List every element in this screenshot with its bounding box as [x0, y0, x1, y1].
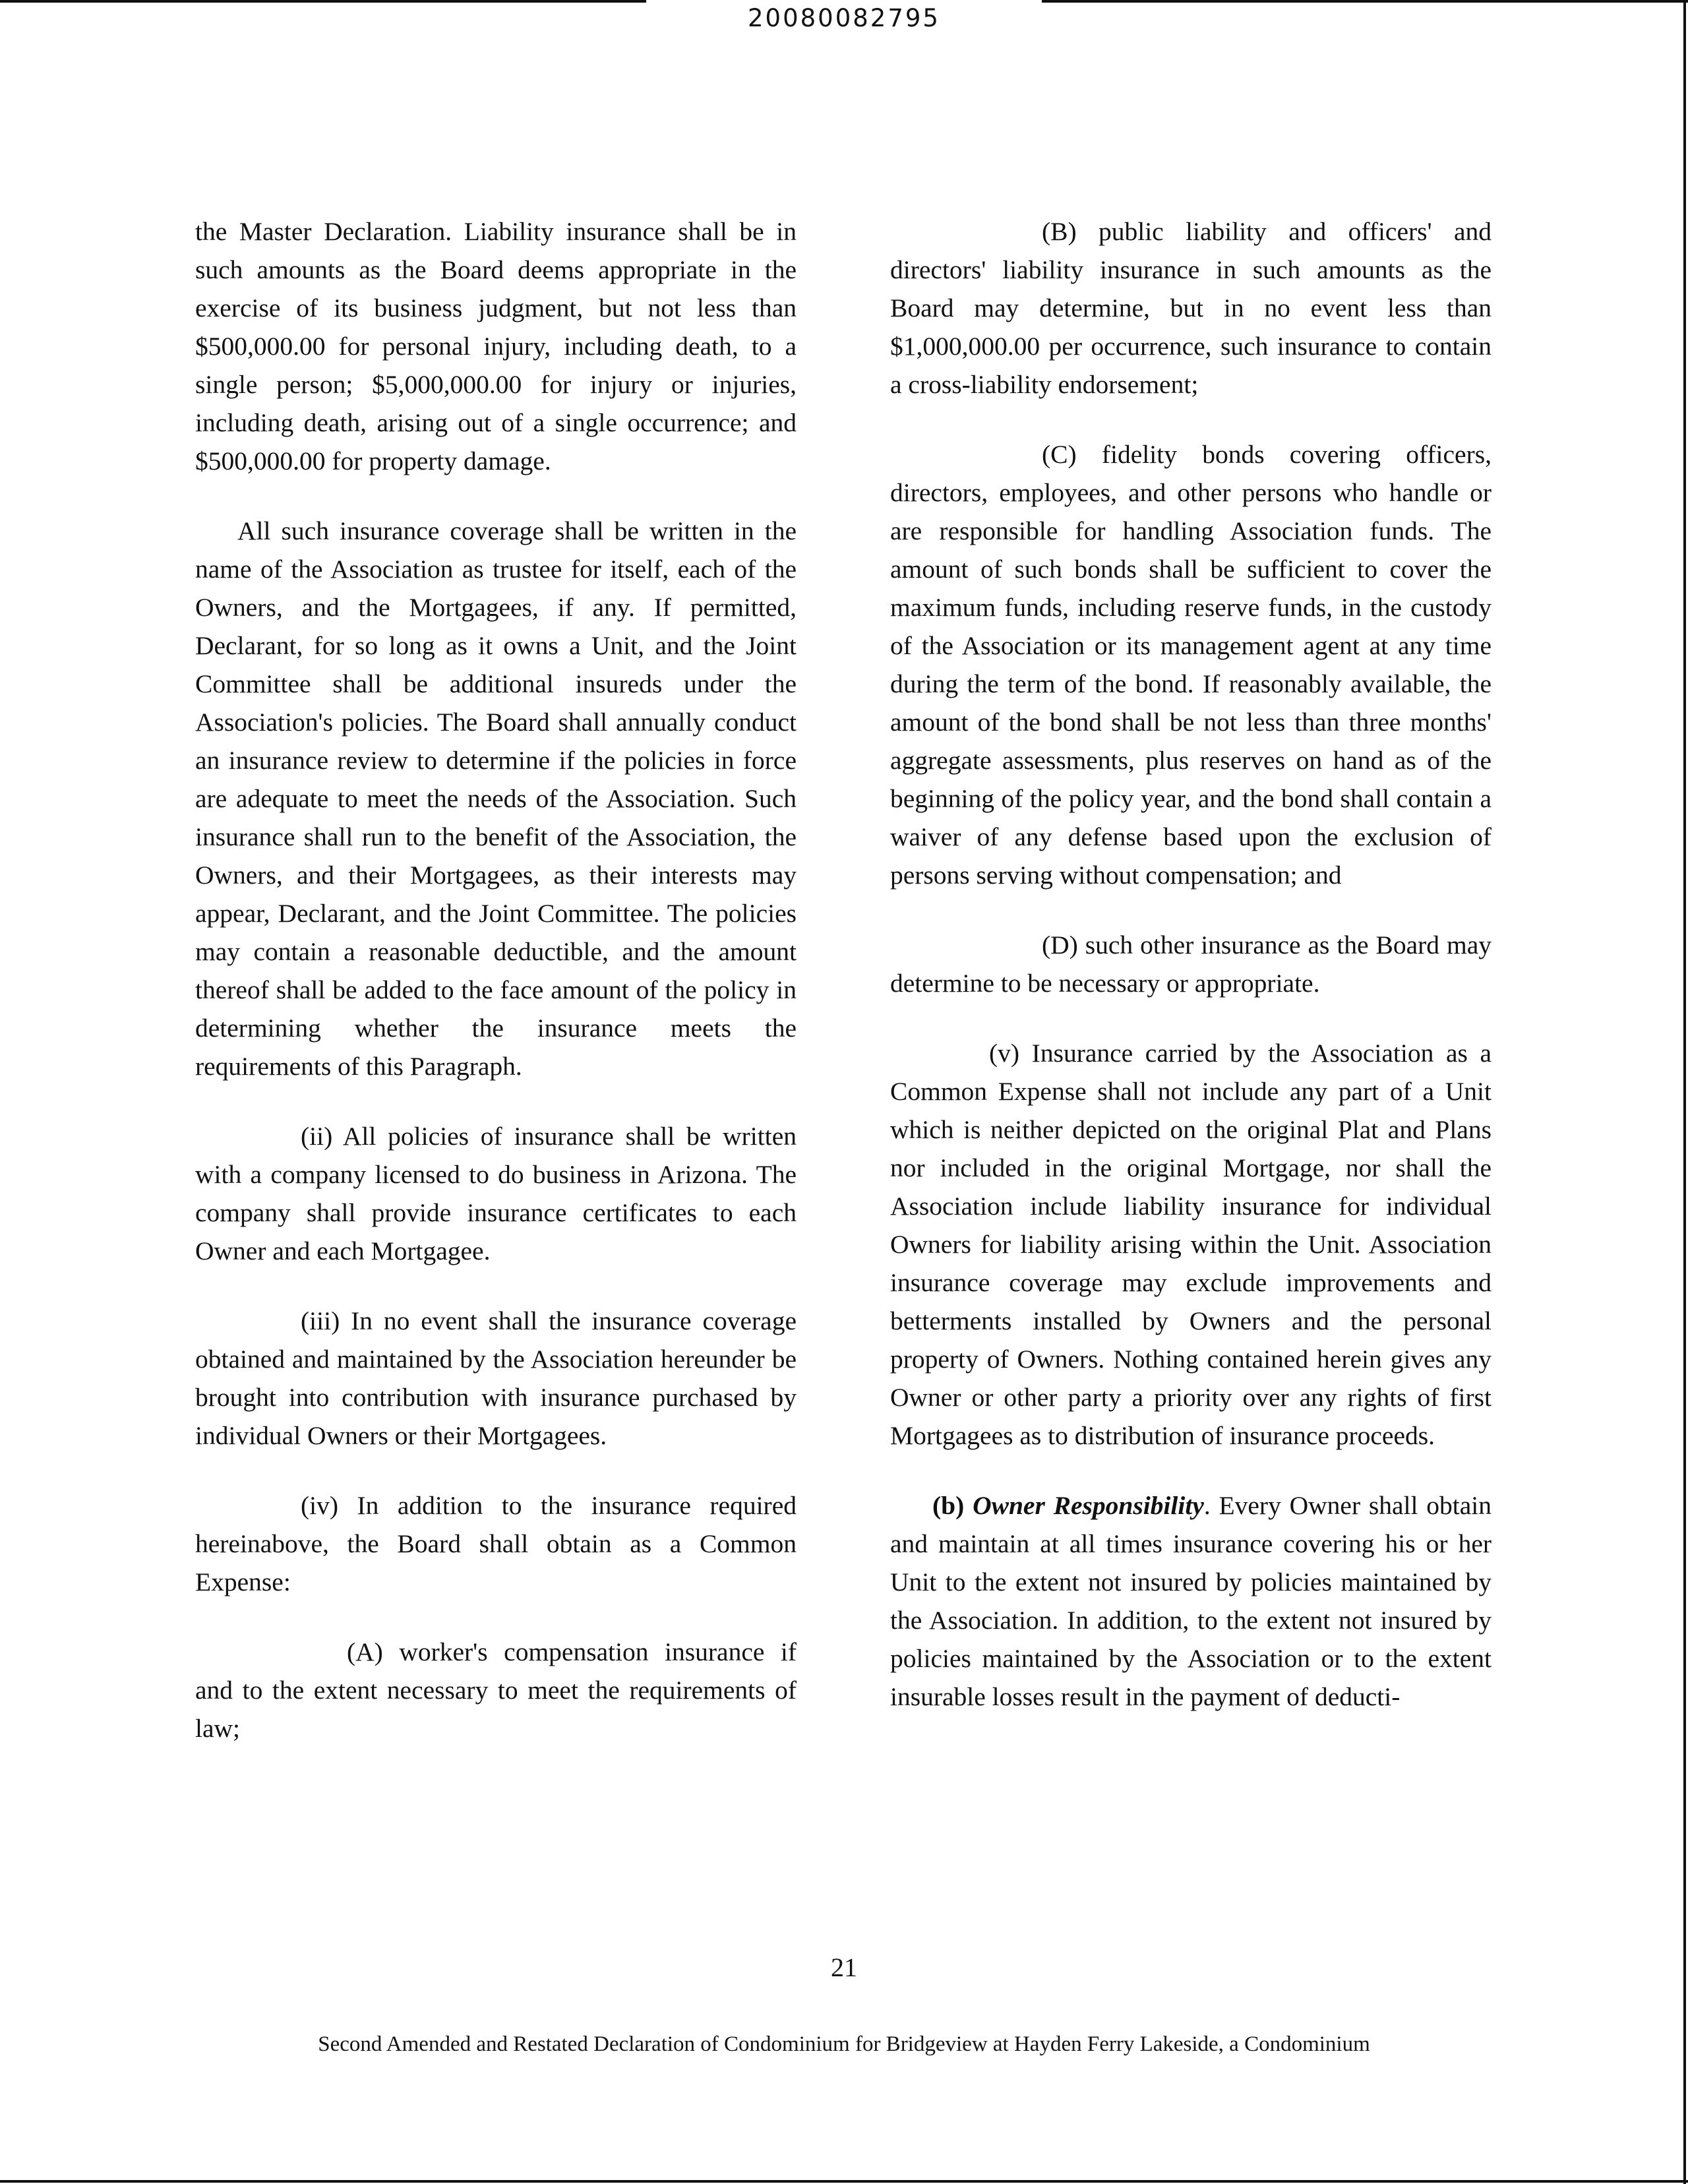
- left-paragraph-4: (iii) In no event shall the insurance coverage obtained and maintained by the Association hereunder be brought into contribution with insurance purchased by individual Owners or their Mortgagees.: [195, 1306, 797, 1450]
- document-number: 20080082795: [748, 4, 940, 32]
- right-border: [1683, 0, 1686, 2184]
- left-paragraph-3: (ii) All policies of insurance shall be written with a company licensed to do business in Arizona. The company shall provide insurance certificates to each Owner and each Mortgagee.: [195, 1122, 797, 1265]
- top-border-left: [0, 0, 646, 3]
- left-paragraph-6: (A) worker's compensation insurance if and to the extent necessary to meet the requirements of law;: [195, 1637, 797, 1743]
- top-border-right: [1042, 0, 1688, 3]
- section-text: . Every Owner shall obtain and maintain at all times insurance covering his or her Unit to the extent not insured by policies maintained by the Association. In addition, to the extent not insured by policies maintained by the Association or to the extent insurable losses result in the payment of deducti-: [890, 1491, 1492, 1711]
- left-column: [195, 212, 797, 1779]
- footer-title: Second Amended and Restated Declaration of Condominium for Bridgeview at Hayden Ferry Lakeside, a Condominium: [318, 2032, 1370, 2056]
- right-paragraph-5: [890, 1486, 1492, 1716]
- right-paragraph-1: (B) public liability and officers' and directors' liability insurance in such amounts as the Board may determine, but in no event less than $1,000,000.00 per occurrence, such insurance to contain a cross-liability endorsement;: [890, 217, 1492, 399]
- bottom-border: [0, 2180, 1688, 2183]
- section-heading: Owner Responsibility: [973, 1491, 1204, 1520]
- right-paragraph-4: (v) Insurance carried by the Association as a Common Expense shall not include any part of a Unit which is neither depicted on the original Plat and Plans nor included in the original Mortgage, nor shall the Association include liability insurance for individual Owners for liability arising within the Unit. Association insurance coverage may exclude improvements and betterments installed by Owners and the personal property of Owners. Nothing contained herein gives any Owner or other party a priority over any rights of first Mortgagees as to distribution of insurance proceeds.: [890, 1039, 1492, 1450]
- right-paragraph-2: (C) fidelity bonds covering officers, directors, employees, and other persons who handle or are responsible for handling Association funds. The amount of such bonds shall be sufficient to cover the maximum funds, including reserve funds, in the custody of the Association or its management agent at any time during the term of the bond. If reasonably available, the amount of the bond shall be not less than three months' aggregate assessments, plus reserves on hand as of the beginning of the policy year, and the bond shall contain a waiver of any defense based upon the exclusion of persons serving without compensation; and: [890, 440, 1492, 890]
- right-paragraph-3: (D) such other insurance as the Board may determine to be necessary or appropriate.: [890, 930, 1492, 998]
- right-column: [890, 212, 1492, 1747]
- section-label: (b): [932, 1491, 965, 1520]
- left-paragraph-1: the Master Declaration. Liability insurance shall be in such amounts as the Board deems appropriate in the exercise of its business judgment, but not less than $500,000.00 for personal injury, including death, to a single person; $5,000,000.00 for injury or injuries, including death, arising out of a single occurrence; and $500,000.00 for property damage.: [195, 217, 797, 475]
- left-paragraph-5: (iv) In addition to the insurance required hereinabove, the Board shall obtain as a Common Expense:: [195, 1491, 797, 1596]
- page-number: 21: [831, 1953, 857, 1982]
- left-paragraph-2: All such insurance coverage shall be written in the name of the Association as trustee for itself, each of the Owners, and the Mortgagees, if any. If permitted, Declarant, for so long as it owns a Unit, and the Joint Committee shall be additional insureds under the Association's policies. The Board shall annually conduct an insurance review to determine if the policies in force are adequate to meet the needs of the Association. Such insurance shall run to the benefit of the Association, the Owners, and their Mortgagees, as their interests may appear, Declarant, and the Joint Committee. The policies may contain a reasonable deductible, and the amount thereof shall be added to the face amount of the policy in determining whether the insurance meets the requirements of this Paragraph.: [195, 516, 797, 1081]
